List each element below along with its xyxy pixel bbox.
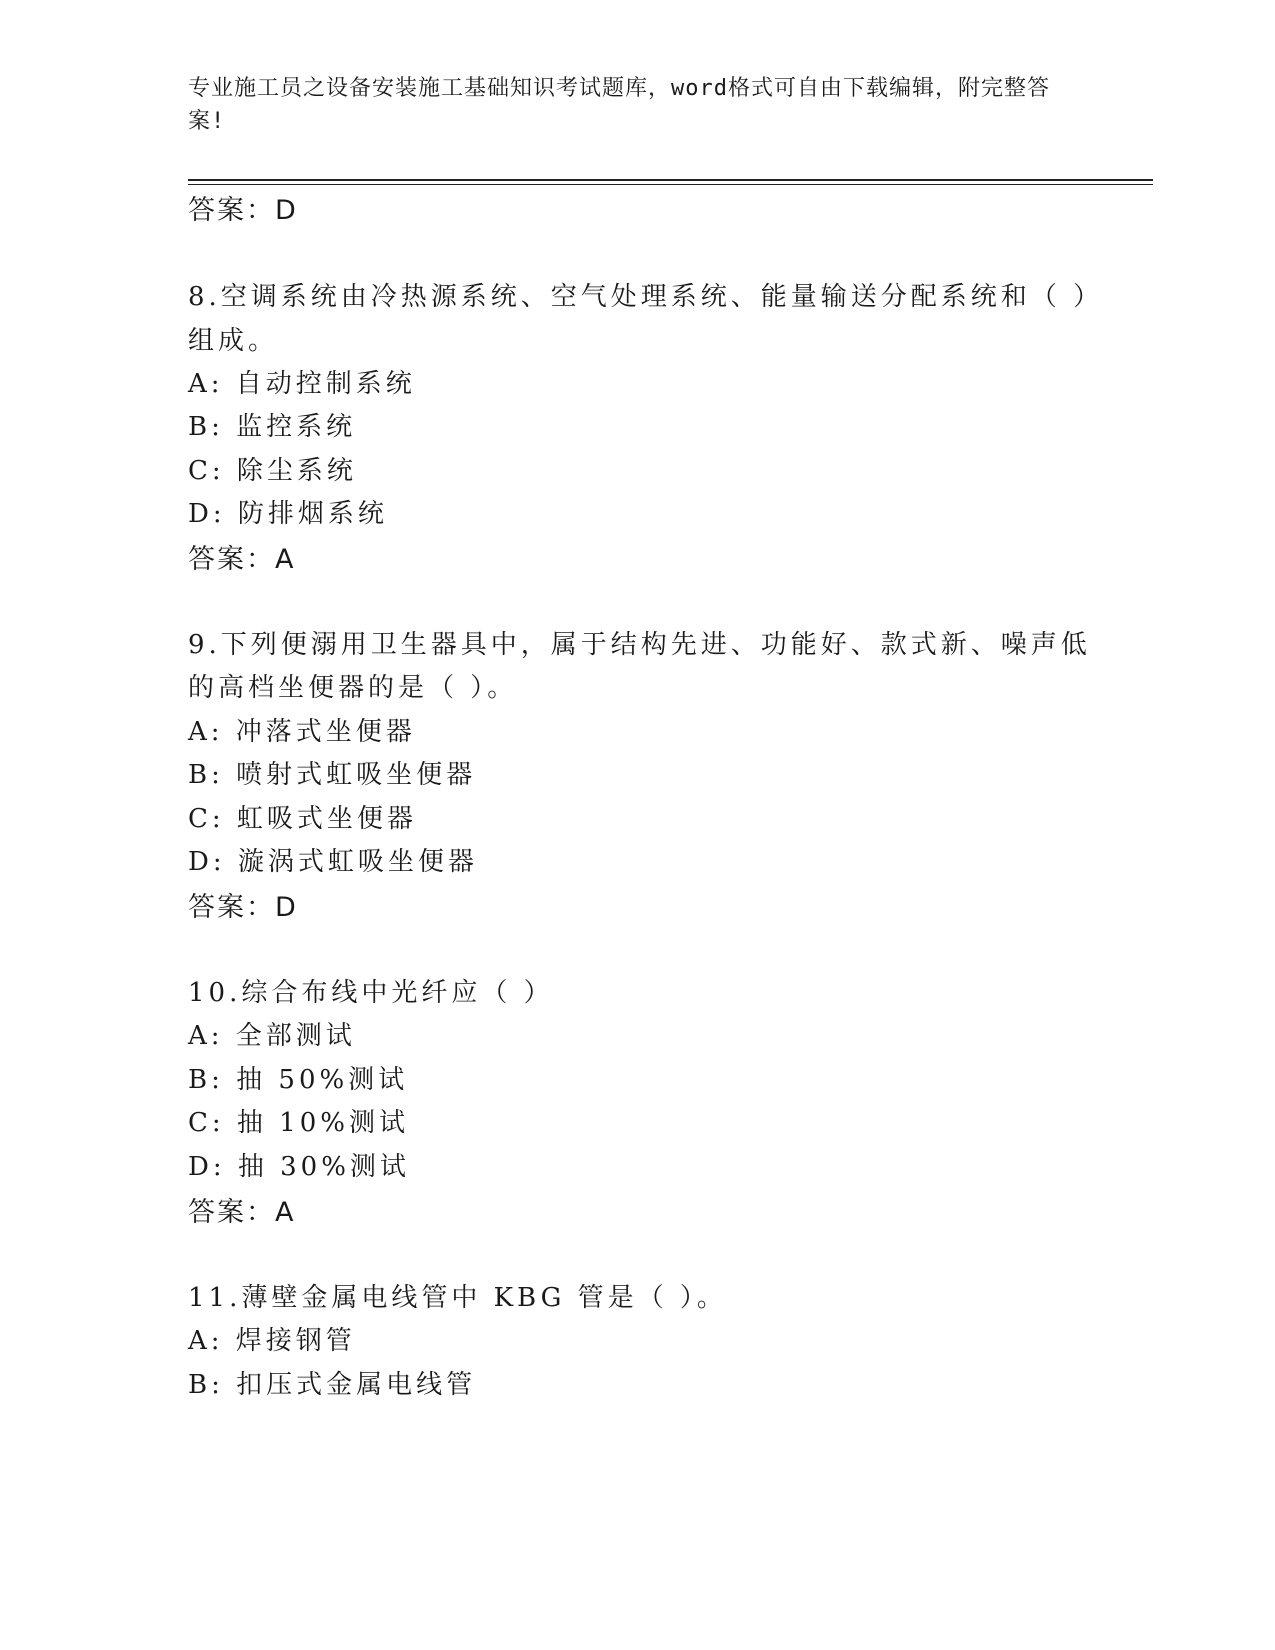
option-d: D: 抽 30%测试 bbox=[188, 1152, 410, 1182]
document-header: 专业施工员之设备安装施工基础知识考试题库，word格式可自由下载编辑，附完整答案! bbox=[188, 76, 1050, 134]
question-text: 10.综合布线中光纤应（ ） bbox=[188, 978, 554, 1008]
option-a: A: 焊接钢管 bbox=[188, 1326, 356, 1356]
header-divider-thick bbox=[188, 179, 1153, 181]
header-divider-thin bbox=[188, 184, 1153, 185]
option-b: B: 扣压式金属电线管 bbox=[188, 1370, 477, 1400]
option-b: B: 抽 50%测试 bbox=[188, 1065, 409, 1095]
question-text: 11.薄壁金属电线管中 KBG 管是（ ）。 bbox=[188, 1283, 727, 1313]
question-text: 9.下列便溺用卫生器具中，属于结构先进、功能好、款式新、噪声低 bbox=[188, 630, 1091, 660]
question-text: 组成。 bbox=[188, 326, 279, 356]
option-b: B: 监控系统 bbox=[188, 412, 357, 442]
question-text: 的高档坐便器的是（ ）。 bbox=[188, 673, 518, 703]
answer-line: 答案：A bbox=[188, 1197, 296, 1228]
option-b: B: 喷射式虹吸坐便器 bbox=[188, 760, 477, 790]
option-c: C: 虹吸式坐便器 bbox=[188, 804, 417, 834]
answer-line: 答案：A bbox=[188, 544, 296, 575]
answer-line: 答案：D bbox=[188, 892, 298, 923]
question-text: 8.空调系统由冷热源系统、空气处理系统、能量输送分配系统和（ ） bbox=[188, 282, 1104, 312]
option-c: C: 抽 10%测试 bbox=[188, 1108, 409, 1138]
answer-line: 答案：D bbox=[188, 195, 298, 226]
option-c: C: 除尘系统 bbox=[188, 456, 357, 486]
option-d: D: 防排烟系统 bbox=[188, 499, 388, 529]
option-a: A: 冲落式坐便器 bbox=[188, 717, 416, 747]
option-d: D: 漩涡式虹吸坐便器 bbox=[188, 847, 478, 877]
option-a: A: 全部测试 bbox=[188, 1021, 356, 1051]
option-a: A: 自动控制系统 bbox=[188, 369, 416, 399]
